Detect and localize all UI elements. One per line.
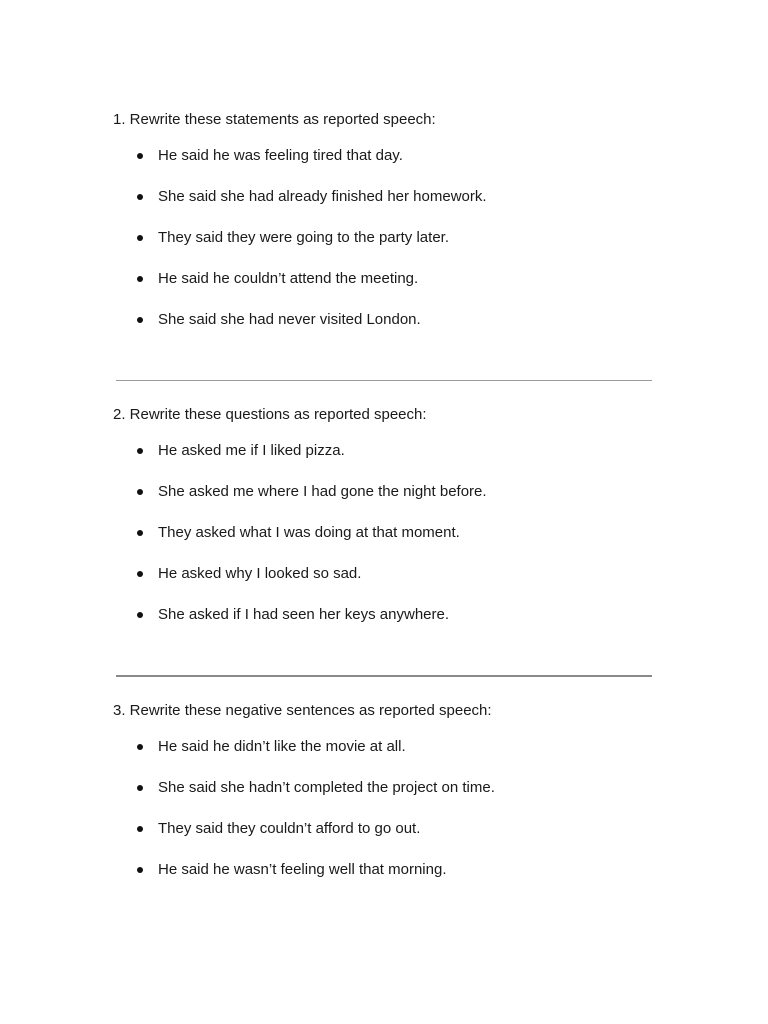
bullet-icon: [137, 317, 143, 323]
list-item: [113, 311, 673, 329]
bullet-icon: [137, 235, 143, 241]
bullet-icon: [137, 744, 143, 750]
list-item-text: He said he couldn’t attend the meeting.: [158, 270, 419, 287]
section-heading: 2. Rewrite these questions as reported speech:: [113, 406, 427, 423]
list-item: [113, 147, 673, 165]
bullet-icon: [137, 530, 143, 536]
bullet-icon: [137, 612, 143, 618]
list-item-text: He said he was feeling tired that day.: [158, 147, 403, 164]
list-item: [113, 565, 673, 583]
bullet-icon: [137, 867, 143, 873]
bullet-icon: [137, 276, 143, 282]
list-item: [113, 229, 673, 247]
section-questions: [113, 406, 673, 624]
sentence-list: [113, 738, 673, 879]
list-item: [113, 820, 673, 838]
list-item: [113, 442, 673, 460]
bullet-icon: [137, 194, 143, 200]
list-item-text: They said they couldn’t afford to go out.: [158, 820, 421, 837]
list-item-text: She asked if I had seen her keys anywhere.: [158, 606, 450, 623]
bullet-icon: [137, 489, 143, 495]
list-item: [113, 606, 673, 624]
list-item: [113, 861, 673, 879]
list-item-text: He asked why I looked so sad.: [158, 565, 362, 582]
section-negatives: [113, 702, 673, 879]
section-divider: [116, 380, 652, 381]
list-item-text: They said they were going to the party later.: [158, 229, 449, 246]
list-item-text: She said she had never visited London.: [158, 311, 421, 328]
list-item: [113, 524, 673, 542]
list-item: [113, 270, 673, 288]
section-statements: [113, 111, 673, 329]
bullet-icon: [137, 153, 143, 159]
section-divider: [116, 675, 652, 677]
bullet-icon: [137, 571, 143, 577]
list-item-text: She asked me where I had gone the night before.: [158, 483, 487, 500]
list-item-text: They asked what I was doing at that moment.: [158, 524, 460, 541]
list-item-text: He asked me if I liked pizza.: [158, 442, 345, 459]
section-heading: 3. Rewrite these negative sentences as reported speech:: [113, 702, 492, 719]
list-item: [113, 738, 673, 756]
list-item-text: He said he wasn’t feeling well that morning.: [158, 861, 447, 878]
list-item-text: She said she had already finished her homework.: [158, 188, 487, 205]
sentence-list: [113, 147, 673, 329]
list-item: [113, 779, 673, 797]
bullet-icon: [137, 785, 143, 791]
bullet-icon: [137, 826, 143, 832]
list-item: [113, 483, 673, 501]
list-item-text: He said he didn’t like the movie at all.: [158, 738, 406, 755]
section-heading: 1. Rewrite these statements as reported speech:: [113, 111, 436, 128]
bullet-icon: [137, 448, 143, 454]
list-item: [113, 188, 673, 206]
sentence-list: [113, 442, 673, 624]
list-item-text: She said she hadn’t completed the project on time.: [158, 779, 495, 796]
